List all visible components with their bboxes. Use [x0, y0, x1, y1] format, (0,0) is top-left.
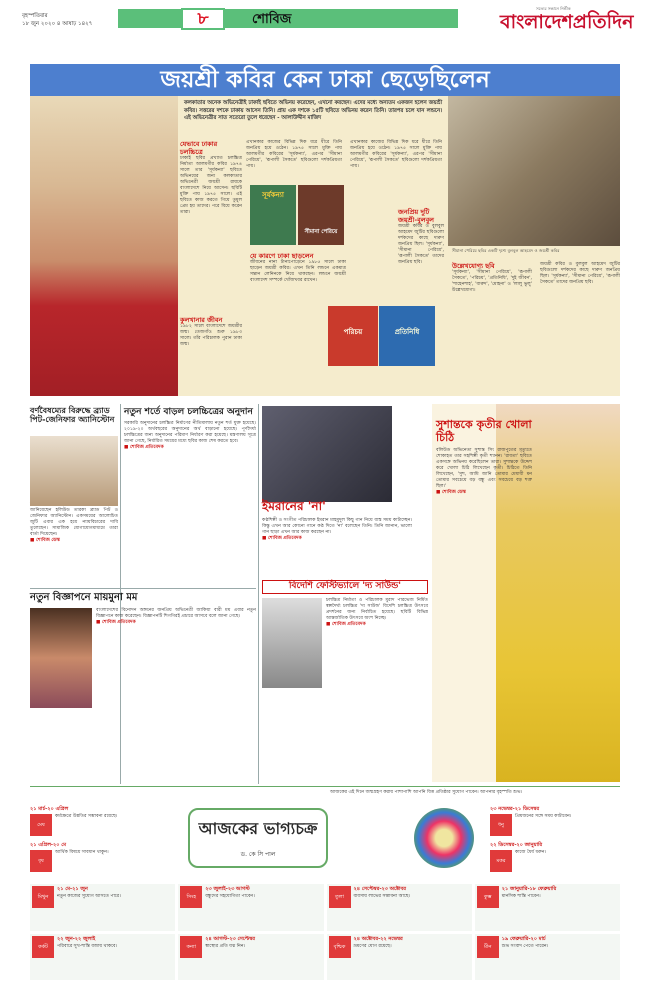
horoscope-right-col — [490, 806, 620, 872]
horoscope-bottom-grid — [30, 884, 620, 980]
story-brad-pitt — [30, 406, 118, 544]
poster-title: পরিচয় — [343, 328, 363, 336]
sign-dates: ১৯ ফেব্রুয়ারি-২০ মার্চ — [501, 935, 546, 942]
sign-dates: ২৩ নভেম্বর-২১ ডিসেম্বর — [490, 806, 540, 812]
sign-cell — [178, 884, 323, 931]
sign-name: সিংহ — [180, 886, 202, 908]
sign-dates: ২১ মে-২১ জুন — [57, 886, 88, 892]
poster-porichoy — [328, 306, 378, 366]
sign-text: প্রিয়জনের সঙ্গে সময় কাটাবেন। — [515, 814, 572, 819]
sub-story-2 — [180, 316, 242, 348]
page-header — [0, 0, 650, 40]
story-grants — [124, 406, 256, 451]
story-body: জানিয়েছেন হলিউড তারকা ব্র্যাড পিট ও জেনিফার অ্যানিস্টোন। একসময়ের আলোচিত জুটি এবার এক হয়ে ন্যায়বিচারের দাবি তুলেছেন। সামাজিক যোগাযোগমাধ্যমে তারা বার্তা দিয়েছেন। — [30, 508, 118, 537]
horoscope-left-col — [30, 806, 180, 872]
story-momo — [30, 592, 256, 626]
sign-name: কন্যা — [180, 936, 202, 958]
sign-dates: ২১ মার্চ-২০ এপ্রিল — [30, 806, 69, 812]
lead-col3: এখানকার কাজের বিভিন্ন দিক ধরে ধীরে তিনি জনপ্রিয় হয়ে ওঠেন। ১৯৭৫ সালে মুক্তি পায় আলমগীর কবিরের 'সূর্যকন্যা', এরপর 'সীমানা পেরিয়ে', 'রূপালী সৈকতে' ছবিগুলো দর্শকপ্রিয়তা পায়। — [350, 140, 442, 169]
date-block — [22, 12, 92, 28]
sign-row — [30, 814, 180, 836]
jayasri-portrait-photo — [30, 96, 178, 396]
poster-title: প্রতিনিধি — [394, 328, 420, 336]
sign-cell — [475, 884, 620, 931]
zodiac-wheel-icon — [414, 808, 474, 868]
story-photo — [262, 598, 322, 688]
lead-col2: এখানকার কাজের বিভিন্ন দিক ধরে ধীরে তিনি জনপ্রিয় হয়ে ওঠেন। ১৯৭৫ সালে মুক্তি পায় আলমগীর কবিরের 'সূর্যকন্যা', এরপর 'সীমানা পেরিয়ে', 'রূপালী সৈকতে' ছবিগুলো দর্শকপ্রিয়তা পায়। — [246, 140, 342, 169]
byline: ■ শোবিজ প্রতিবেদক — [96, 620, 136, 625]
column-divider — [258, 404, 259, 784]
sign-name: কর্কট — [32, 936, 54, 958]
story-photo — [30, 436, 118, 506]
body-text: জীবনের নানা টানাপোড়েনে ১৯৮৫ সালে ঢাকা ছাড়েন জয়শ্রী কবির। এখন তিনি লন্ডনে একমাত্র সন্তান লেনিনকে নিয়ে থাকছেন। লন্ডনে জয়শ্রী বাংলাদেশ সম্পর্কে খোঁজখবর রাখেন। — [250, 260, 346, 283]
story-title[interactable]: ইমরানের 'না' — [262, 499, 326, 513]
byline: ■ শোবিজ প্রতিবেদক — [262, 536, 302, 541]
imran-photo — [262, 406, 392, 502]
sign-text: স্বাস্থ্যের প্রতি যত্ন নিন। — [205, 943, 246, 949]
sign-name: ধনু — [490, 814, 512, 836]
sign-name: মিথুন — [32, 886, 54, 908]
sign-text: মানসিক শান্তি পাবেন। — [501, 894, 541, 899]
story-body: কণ্ঠশিল্পী ও সংগীত পরিচালক ইমরান মাহমুদুল কিছু গান নিয়ে ব্যস্ত সময় কাটাচ্ছেন। কিন্তু এখন আর কোনো গানে কণ্ঠ দিতে 'না' বলেছেন তিনি। তিনি জানান, ভালো গান ছাড়া এখন আর কাজ করছেন না। — [262, 518, 412, 535]
lead-headline[interactable]: জয়শ্রী কবির কেন ঢাকা ছেড়েছিলেন — [160, 67, 490, 93]
sign-name: বৃষ — [30, 850, 52, 872]
sub-story-1 — [180, 140, 242, 216]
sign-text: শুভ সংবাদ পেতে পারেন। — [501, 943, 549, 949]
sign-dates: ২৪ অক্টোবর-২২ নভেম্বর — [353, 935, 403, 942]
story-imran — [262, 498, 412, 542]
story-body: সরকারি অনুদানের চলচ্চিত্র নির্মাণের নীতিমালায় নতুন শর্ত যুক্ত হয়েছে। ২০১৯-২০ অর্থবছরের অনুদানের অর্থ বাড়ানো হয়েছে। পূর্ণদৈর্ঘ্য চলচ্চিত্রের জন্য অনুদানের পরিমাণ নির্ধারণ করা হয়েছে। মন্ত্রণালয় সূত্রে জানা গেছে, নির্ধারিত সময়ের মধ্যে ছবির কাজ শেষ করতে হবে। — [124, 421, 256, 444]
sign-text: ভ্রমণের যোগ রয়েছে। — [353, 943, 392, 949]
newspaper-logo[interactable]: বাংলাদেশপ্রতিদিন — [500, 11, 634, 33]
lead-intro: কলকাতার অনেক অভিনেত্রীই ঢাকাই ছবিতে অভিনয় করেছেন, এখনো করছেন। এদের মধ্যে অন্যতম একজন হলেন জয়শ্রী কবির। সত্তরের দশকে ঢাকায় আসেন তিনি। প্রায় এক দশকে ১৫টি ছবিতে অভিনয় করেন তিনি। তারপর চলে যান লন্ডনে। এই অভিনেত্রীর সাত সতেরো তুলে ধরেছেন - আলাউদ্দীন মাজিদ — [184, 100, 442, 121]
lead-col5: জয়শ্রী কবির ও বুলবুল আহমেদ জুটির ছবিগুলো দর্শকদের কাছে দারুণ জনপ্রিয় ছিল। 'সূর্যকন্যা', 'সীমানা পেরিয়ে', 'রূপালী সৈকতে' তাদের জনপ্রিয় ছবি। — [540, 262, 620, 285]
sign-text: পরিবারে সুখ-শান্তি বজায় থাকবে। — [57, 943, 118, 949]
horoscope-divider — [30, 786, 620, 787]
body-text: ঢাকাই ছবির প্রখ্যাত চলচ্চিত্র নির্মাতা আলমগীর কবির ১৯৭৪ সালে তার 'সূর্যকন্যা' ছবিতে অভিনয়ের জন্য কলকাতার অভিনেত্রী জয়শ্রী রায়কে বাংলাদেশে নিয়ে আসেন। ছবিটি মুক্তি পায় ১৯৭৫ সালে। এই ছবিতে কাজ করতে গিয়ে তুমুল প্রেম হয় তাদের। পরে বিয়ে করেন তারা। — [180, 156, 242, 215]
sign-cell — [475, 934, 620, 981]
sign-row — [30, 850, 180, 872]
day-label: বৃহস্পতিবার — [22, 13, 48, 19]
page-number: ৮ — [181, 8, 225, 30]
sign-text: কর্মক্ষেত্রে উন্নতির সম্ভাবনা রয়েছে। — [55, 814, 118, 819]
byline: ■ শোবিজ ডেস্ক — [436, 490, 466, 495]
poster-title: সীমানা পেরিয়ে — [304, 229, 338, 235]
horoscope-title-box — [188, 808, 328, 868]
sign-dates: ২১ জানুয়ারি-১৮ ফেব্রুয়ারি — [501, 886, 557, 892]
section-name: শোবিজ — [252, 12, 292, 27]
subhead: যেভাবে ঢাকার চলচ্চিত্রে — [180, 140, 218, 156]
horoscope-author: ড. কে সি পাল — [240, 851, 276, 858]
sub-story-4 — [398, 208, 444, 266]
horoscope-intro — [330, 790, 620, 796]
film-still-photo — [448, 96, 620, 246]
sign-row — [490, 850, 620, 872]
sign-dates: ২২ ডিসেম্বর-২০ জানুয়ারি — [490, 842, 543, 848]
sign-text: ব্যবসায় লাভের সম্ভাবনা আছে। — [353, 894, 411, 899]
byline: ■ শোবিজ প্রতিবেদক — [124, 445, 164, 450]
date-label: ১৮ জুন ২০২০ ৪ আষাঢ় ১৪২৭ — [22, 21, 93, 27]
sign-dates: ২৪ সেপ্টেম্বর-২৩ অক্টোবর — [353, 886, 406, 892]
sign-cell — [178, 934, 323, 981]
subhead: জনপ্রিয় দুটি জয়শ্রী-বুলবুল — [398, 208, 435, 224]
sign-text: বন্ধুদের সহযোগিতা পাবেন। — [205, 894, 255, 899]
logo-tagline: সত্যের সন্ধানে নির্ভীক — [536, 6, 571, 11]
subhead: যে কারণে ঢাকা ছাড়লেন — [250, 252, 314, 260]
story-the-sound — [326, 598, 428, 628]
poster-simana-periye — [298, 185, 344, 245]
body-text: ১৯৮২ সালে বাংলাদেশে জয়শ্রীর জন্ম। তেজগাঁও শুরু ১৯৮৩ সালে। তাঁর পরিচালক পুরান ঢাকা জন্ম। — [180, 324, 242, 347]
story-body: বলিউড অভিনেতা সুশান্ত সিং রাজপুতের মৃত্যুতে শোকাহত তার সহশিল্পী কৃতী শ্যানন। 'রাবতা' ছবিতে একসঙ্গে অভিনয় করেছিলেন তারা। সুশান্তকে উদ্দেশ করে খোলা চিঠি লিখেছেন কৃতী। চিঠিতে তিনি লিখেছেন, 'সুশ, আমি জানি তোমার মেধাবী মন তোমার সবচেয়ে বড় বন্ধু এবং সবচেয়ে বড় শত্রু ছিল।' — [436, 448, 532, 489]
sign-cell — [30, 884, 175, 931]
story-photo — [30, 608, 92, 708]
sign-dates: ২২ জুন-২২ জুলাই — [57, 935, 96, 942]
sign-name: মকর — [490, 850, 512, 872]
sign-text: আর্থিক বিষয়ে সাবধান থাকুন। — [55, 850, 109, 855]
sign-dates: ২৩ জুলাই-২৩ আগস্ট — [205, 886, 250, 892]
intro-text: আজকের এই দিনে জন্মগ্রহণ করায় পাশাপাশি আপনি বিত্ত প্রতিষ্ঠার সুযোগ পাবেন। আপনার বৃহস্পতি শুভ। — [330, 790, 523, 795]
body-text: 'সূর্যকন্যা', 'সীমানা পেরিয়ে', 'রূপালী সৈকতে', 'পরিচয়', 'প্রতিনিধি', 'দুই জীবন', 'শাহেনশাহ', 'বারুদ', 'মোহনা' ও 'লালু ভুলু' উল্লেখযোগ্য। — [452, 270, 532, 293]
sub-story-3 — [250, 252, 346, 284]
sign-cell — [327, 934, 472, 981]
subhead: উল্লেখযোগ্য ছবি — [452, 262, 495, 270]
story-title[interactable]: সুশান্তকে কৃতীর খোলা চিঠি — [436, 418, 532, 444]
poster-protinidhi — [379, 306, 435, 366]
poster-suryakanya — [250, 185, 296, 245]
story-kriti — [436, 418, 532, 496]
row-divider — [30, 588, 256, 589]
story-title[interactable]: বর্ণবৈষম্যের বিরুদ্ধে ব্র্যাড পিট-জেনিফার অ্যানিস্টোন — [30, 406, 115, 424]
story-title[interactable]: নতুন বিজ্ঞাপনে মায়মুনা মম — [30, 592, 138, 603]
sign-cell — [30, 934, 175, 981]
story-title[interactable]: বিদেশি ফেস্টিভ্যালে 'দ্য সাউন্ড' — [288, 581, 402, 591]
sign-dates: ২৪ আগস্ট-২৩ সেপ্টেম্বর — [205, 935, 256, 942]
sign-name: মেষ — [30, 814, 52, 836]
story-body: চলচ্চিত্র নির্মাতা ও পরিচালক মুরাদ পারভেজ নির্মিত স্বল্পদৈর্ঘ্য চলচ্চিত্র 'দ্য সাউন্ড' বিদেশি চলচ্চিত্র উৎসবে প্রদর্শনের জন্য নির্বাচিত হয়েছে। ছবিটি বিভিন্ন আন্তর্জাতিক উৎসবে অংশ নিচ্ছে। — [326, 598, 428, 621]
subhead: কুলখানার জীবন — [180, 316, 223, 324]
sign-name: কুম্ভ — [477, 886, 499, 908]
byline: ■ শোবিজ ডেস্ক — [30, 538, 60, 543]
sign-name: মীন — [477, 936, 499, 958]
horoscope-title[interactable]: আজকের ভাগ্যচক্র — [198, 819, 318, 838]
sign-text: নতুন কাজের সুযোগ আসতে পারে। — [57, 894, 121, 899]
story-title-box — [262, 580, 428, 594]
byline: ■ শোবিজ প্রতিবেদক — [326, 622, 366, 627]
poster-title: সূর্যকন্যা — [262, 191, 284, 199]
sign-row — [490, 814, 620, 836]
story-title[interactable]: নতুন শর্তে বাড়ল চলচ্চিত্রের অনুদান — [124, 407, 253, 417]
sub-story-5 — [452, 262, 532, 294]
body-text: জয়শ্রী কবির ও বুলবুল আহমেদ জুটির ছবিগুলো দর্শকদের কাছে দারুণ জনপ্রিয় ছিল। 'সূর্যকন্যা', 'সীমানা পেরিয়ে', 'রূপালী সৈকতে' তাদের জনপ্রিয় ছবি। — [398, 224, 444, 265]
sign-name: তুলা — [329, 886, 351, 908]
photo-caption: সীমানা পেরিয়ে ছবির একটি দৃশ্যে বুলবুল আহমেদ ও জয়শ্রী কবির — [452, 248, 560, 253]
sign-text: কাজে ধৈর্য ধরুন। — [515, 850, 546, 855]
sign-name: বৃশ্চিক — [329, 936, 351, 958]
sign-dates: ২১ এপ্রিল-২০ মে — [30, 842, 67, 848]
story-body: বাংলাদেশের বিনোদন অঙ্গনের জনপ্রিয় অভিনেত্রী জাকিয়া বারী মম এবার নতুন বিজ্ঞাপনে কাজ করেছেন। বিজ্ঞাপনটি শিগগিরই প্রচারে আসবে বলে জানা গেছে। — [96, 608, 256, 619]
sign-cell — [327, 884, 472, 931]
